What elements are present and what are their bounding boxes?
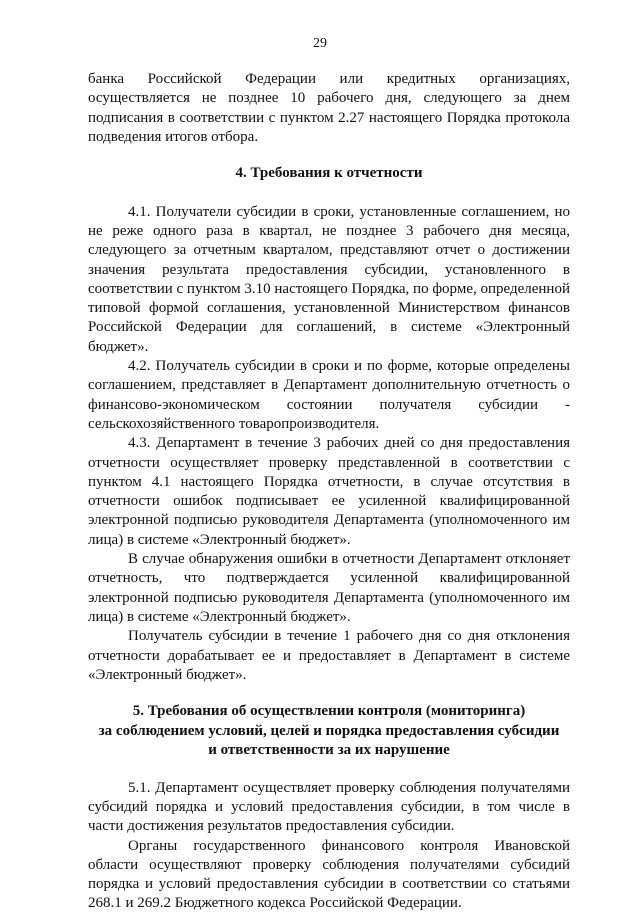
paragraph-5-1-control: Органы государственного финансового контроля Ивановской области осуществляют проверку соблюдения получателями субсидий порядка и условий предоставления субсидии в соответствии со статьями 268.1 и 269.2 Бюджетного кодекса Российской Федерации. [88,837,570,912]
page-number: 29 [313,36,327,51]
paragraph-4-1: 4.1. Получатели субсидии в сроки, установленные соглашением, но не реже одного раза в квартал, не позднее 3 рабочего дня месяца, следующего за отчетным кварталом, представляют отчет о достижении значения результата предоставления субсидии, установленного в соответствии с пунктом 3.10 настоящего Порядка, по форме, определенной типовой формой соглашения, установленной Министерством финансов Российской Федерации для соглашений, в системе «Электронный бюджет». [88,203,570,355]
paragraph-5-1: 5.1. Департамент осуществляет проверку соблюдения получателями субсидий порядка и условий предоставления субсидии, в том числе в части достижения результатов предоставления субсидии. [88,779,570,835]
paragraph-4-2: 4.2. Получатель субсидии в сроки и по форме, которые определены соглашением, представляет в Департамент дополнительную отчетность о финансово-экономическом состоянии получателя субсидии - сельскохозяйственного товаропроизводителя. [88,358,570,432]
paragraph-4-3-rejection: В случае обнаружения ошибки в отчетности Департамент отклоняет отчетность, что подтверждается усиленной квалифицированной электронной подписью руководителя Департамента (уполномоченного им лица) в системе «Электронный бюджет». [88,551,570,625]
paragraph-4-3: 4.3. Департамент в течение 3 рабочих дней со дня предоставления отчетности осуществляет проверку представленной в соответствии с пунктом 4.1 настоящего Порядка отчетности, в случае отсутствия в отчетности ошибок подписывает ее усиленной квалифицированной электронной подписью руководителя Департамента (уполномоченного им лица) в системе «Электронный бюджет». [88,435,570,548]
paragraph-continuation: банка Российской Федерации или кредитных организациях, осуществляется не позднее 10 рабочего дня, следующего за днем подписания в соответствии с пунктом 2.27 настоящего Порядка протокола подведения итогов отбора. [88,71,570,145]
section-5-title-line-3: и ответственности за их нарушение [208,742,450,759]
section-4-title: 4. Требования к отчетности [235,165,423,182]
section-5-title-line-1: 5. Требования об осуществлении контроля (мониторинга) [132,703,526,720]
section-5-title-line-2: за соблюдением условий, целей и порядка предоставления субсидии [98,722,560,739]
paragraph-4-3-rework: Получатель субсидии в течение 1 рабочего дня со дня отклонения отчетности дорабатывает ее и предоставляет в Департамент в системе «Электронный бюджет». [88,628,570,683]
document-body [88,70,570,914]
section-5-title [88,702,570,761]
